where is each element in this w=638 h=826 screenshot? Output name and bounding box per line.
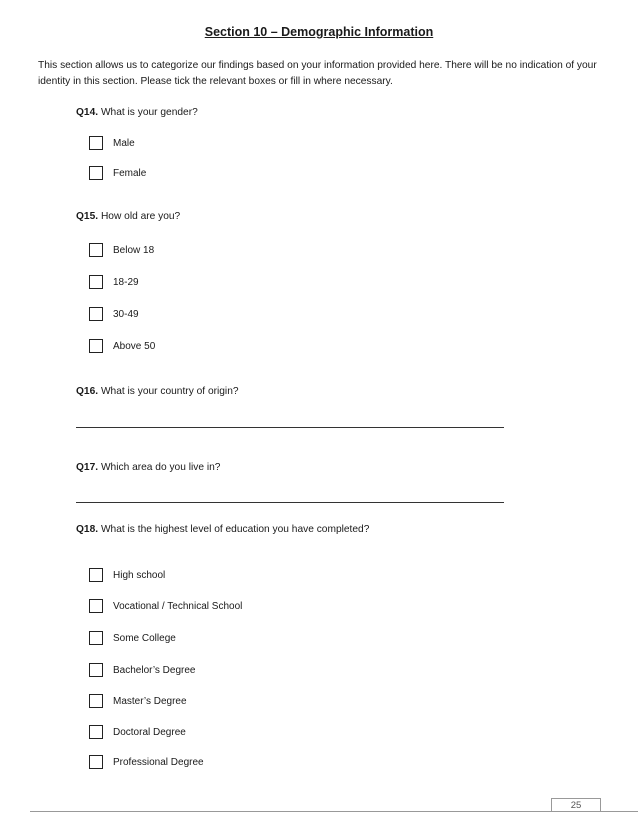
option-label: Professional Degree xyxy=(113,756,204,768)
option-label: Master’s Degree xyxy=(113,695,187,707)
question-text: What is your gender? xyxy=(100,107,198,118)
page-number: 25 xyxy=(551,798,601,811)
question-q16 xyxy=(76,386,239,397)
option-above-50[interactable] xyxy=(89,338,155,354)
question-number: Q16. xyxy=(76,386,99,397)
question-q18 xyxy=(76,524,369,535)
question-text: What is your country of origin? xyxy=(100,386,239,397)
question-text: Which area do you live in? xyxy=(100,462,221,473)
question-q14 xyxy=(76,107,198,118)
section-title: Section 10 – Demographic Information xyxy=(204,25,434,39)
question-number: Q15. xyxy=(76,211,99,222)
option-bachelors-degree[interactable] xyxy=(89,662,195,678)
question-q15 xyxy=(76,211,180,222)
checkbox[interactable] xyxy=(89,599,103,613)
option-label: Male xyxy=(113,137,135,149)
option-below-18[interactable] xyxy=(89,242,154,258)
checkbox[interactable] xyxy=(89,725,103,739)
option-label: Some College xyxy=(113,632,176,644)
option-label: Bachelor’s Degree xyxy=(113,664,196,676)
option-female[interactable] xyxy=(89,165,146,181)
option-label: Female xyxy=(113,167,147,179)
checkbox[interactable] xyxy=(89,275,103,289)
option-label: High school xyxy=(113,569,166,581)
question-number: Q17. xyxy=(76,462,99,473)
area-answer-line[interactable] xyxy=(76,502,504,503)
checkbox[interactable] xyxy=(89,755,103,769)
option-doctoral-degree[interactable] xyxy=(89,724,186,740)
option-high-school[interactable] xyxy=(89,567,165,583)
section-intro: This section allows us to categorize our findings based on your information provided here. There will be no indication of your identity in this section. Please tick the relevant boxes or fill in where necessary. xyxy=(38,60,597,87)
question-number: Q18. xyxy=(76,524,99,535)
option-vocational-technical[interactable] xyxy=(89,598,242,614)
option-30-49[interactable] xyxy=(89,306,139,322)
checkbox[interactable] xyxy=(89,166,103,180)
checkbox[interactable] xyxy=(89,631,103,645)
option-some-college[interactable] xyxy=(89,630,176,646)
option-professional-degree[interactable] xyxy=(89,754,204,770)
option-masters-degree[interactable] xyxy=(89,693,187,709)
option-label: Doctoral Degree xyxy=(113,726,186,738)
checkbox[interactable] xyxy=(89,663,103,677)
checkbox[interactable] xyxy=(89,568,103,582)
option-label: Below 18 xyxy=(113,244,155,256)
question-number: Q14. xyxy=(76,107,99,118)
option-label: Above 50 xyxy=(113,340,156,352)
checkbox[interactable] xyxy=(89,136,103,150)
footer-rule xyxy=(30,811,638,812)
country-answer-line[interactable] xyxy=(76,427,504,428)
option-18-29[interactable] xyxy=(89,274,139,290)
checkbox[interactable] xyxy=(89,339,103,353)
option-male[interactable] xyxy=(89,135,135,151)
question-q17 xyxy=(76,462,220,473)
option-label: Vocational / Technical School xyxy=(113,600,243,612)
option-label: 30-49 xyxy=(113,308,139,320)
checkbox[interactable] xyxy=(89,243,103,257)
checkbox[interactable] xyxy=(89,307,103,321)
checkbox[interactable] xyxy=(89,694,103,708)
question-text: What is the highest level of education you have completed? xyxy=(100,524,370,535)
question-text: How old are you? xyxy=(100,211,181,222)
option-label: 18-29 xyxy=(113,276,139,288)
